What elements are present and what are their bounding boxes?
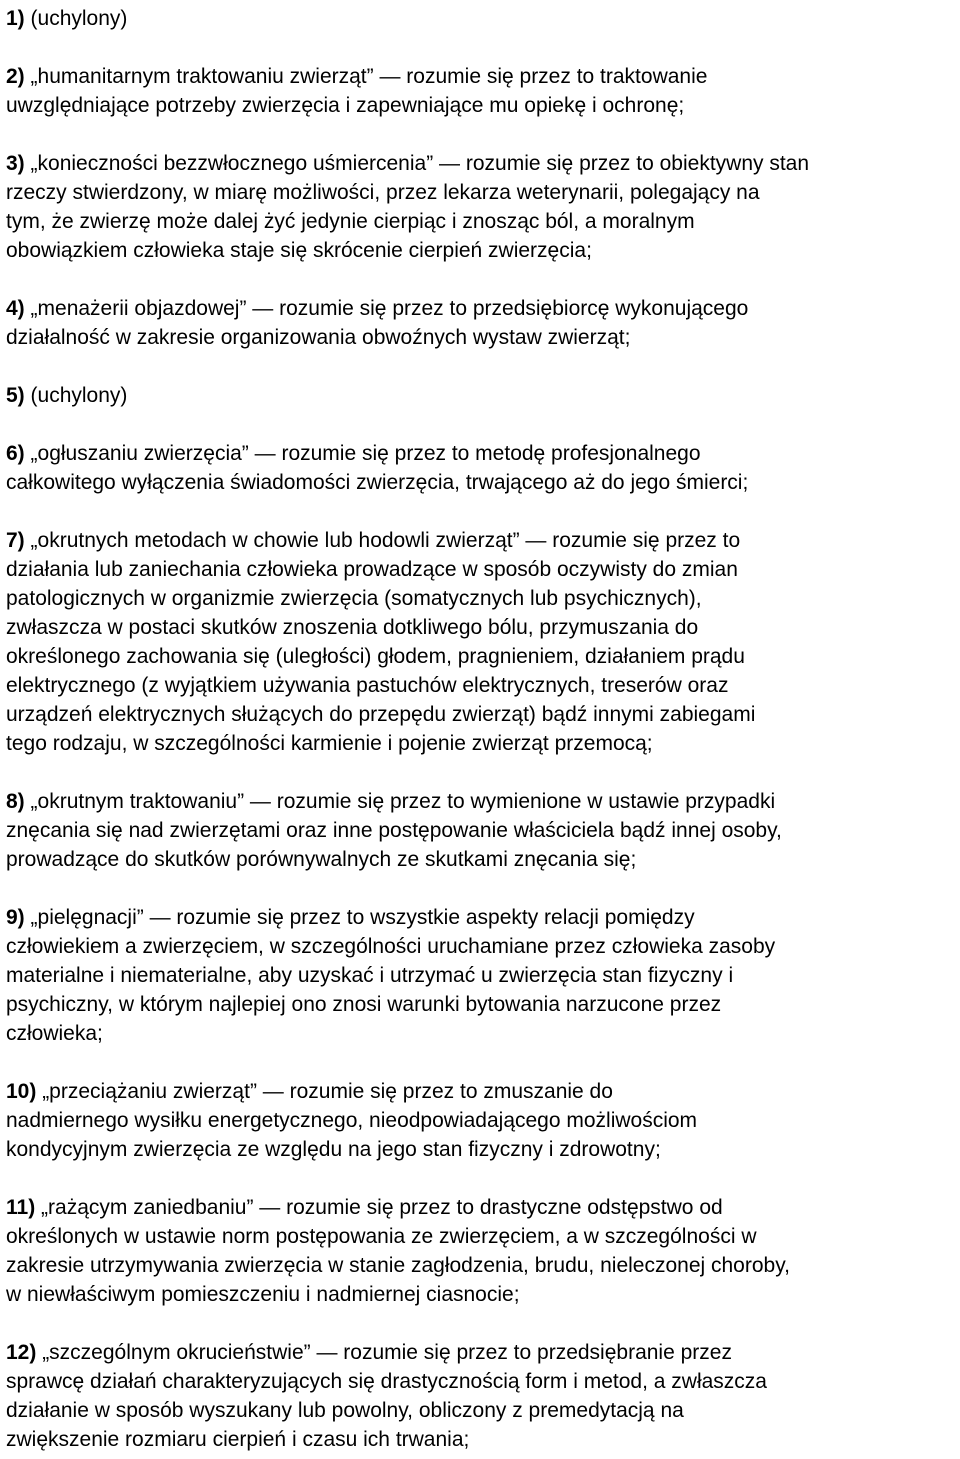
item-text: „menażerii objazdowej” — rozumie się przez to przedsiębiorcę wykonującego działalność w zakresie organizowania obwoźnych wystaw zwierząt; <box>6 297 749 349</box>
item-text: „okrutnym traktowaniu” — rozumie się przez to wymienione w ustawie przypadki znęcania się nad zwierzętami oraz inne postępowanie właściciela bądź innej osoby, prowadzące do skutków porównywalnych ze skutkami znęcania się; <box>6 790 782 871</box>
item-text: „rażącym zaniedbaniu” — rozumie się przez to drastyczne odstępstwo od określonych w ustawie norm postępowania ze zwierzęciem, a w szczególności w zakresie utrzymywania zwierzęcia w stanie zagłodzenia, brudu, nieleczonej choroby, w niewłaściwym pomieszczeniu i nadmiernej ciasnocie; <box>6 1196 790 1306</box>
item-number: 4) <box>6 297 25 320</box>
item-text: „pielęgnacji” — rozumie się przez to wszystkie aspekty relacji pomiędzy człowiekiem a zwierzęciem, w szczególności uruchamiane przez człowieka zasoby materialne i niematerialne, aby uzyskać i utrzymać u zwierzęcia stan fizyczny i psychiczny, w którym najlepiej ono znosi warunki bytowania narzucone przez człowieka; <box>6 906 776 1045</box>
definition-item-11 <box>6 1193 956 1309</box>
item-number: 3) <box>6 152 25 175</box>
item-text: „szczególnym okrucieństwie” — rozumie się przez to przedsiębranie przez sprawcę działań charakteryzujących się drastycznością form i metod, a zwłaszcza działanie w sposób wyszukany lub powolny, obliczony z premedytacją na zwiększenie rozmiaru cierpień i czasu ich trwania; <box>6 1341 767 1451</box>
definition-item-4 <box>6 294 956 352</box>
definition-item-5 <box>6 381 956 410</box>
item-text: „humanitarnym traktowaniu zwierząt” — rozumie się przez to traktowanie uwzględniające potrzeby zwierzęcia i zapewniające mu opiekę i ochronę; <box>6 65 708 117</box>
item-number: 7) <box>6 529 25 552</box>
item-number: 8) <box>6 790 25 813</box>
item-text: „przeciążaniu zwierząt” — rozumie się przez to zmuszanie do nadmiernego wysiłku energetycznego, nieodpowiadającego możliwościom kondycyjnym zwierzęcia ze względu na jego stan fizyczny i zdrowotny; <box>6 1080 698 1161</box>
definition-item-12 <box>6 1338 956 1454</box>
item-text: (uchylony) <box>24 7 128 30</box>
item-number: 1) <box>6 7 25 30</box>
definition-item-10 <box>6 1077 956 1164</box>
definition-item-2 <box>6 62 956 120</box>
item-number: 6) <box>6 442 25 465</box>
item-number: 9) <box>6 906 25 929</box>
item-number: 2) <box>6 65 25 88</box>
definition-item-1 <box>6 4 956 33</box>
item-number: 11) <box>6 1196 36 1219</box>
document-body <box>6 4 956 1454</box>
item-number: 12) <box>6 1341 37 1364</box>
definition-item-6 <box>6 439 956 497</box>
item-number: 5) <box>6 384 25 407</box>
item-text: „konieczności bezzwłocznego uśmiercenia” — rozumie się przez to obiektywny stan rzeczy stwierdzony, w miarę możliwości, przez lekarza weterynarii, polegający na tym, że zwierzę może dalej żyć jedynie cierpiąc i znosząc ból, a moralnym obowiązkiem człowieka staje się skrócenie cierpień zwierzęcia; <box>6 152 810 262</box>
item-text: (uchylony) <box>24 384 128 407</box>
definition-item-8 <box>6 787 956 874</box>
definition-item-9 <box>6 903 956 1048</box>
item-text: „okrutnych metodach w chowie lub hodowli zwierząt” — rozumie się przez to działania lub zaniechania człowieka prowadzące w sposób oczywisty do zmian patologicznych w organizmie zwierzęcia (somatycznych lub psychicznych), zwłaszcza w postaci skutków znoszenia dotkliwego bólu, przymuszania do określonego zachowania się (uległości) głodem, pragnieniem, działaniem prądu elektrycznego (z wyjątkiem używania pastuchów elektrycznych, treserów oraz urządzeń elektrycznych służących do przepędu zwierząt) bądź innymi zabiegami tego rodzaju, w szczególności karmienie i pojenie zwierząt przemocą; <box>6 529 756 755</box>
definition-item-3 <box>6 149 956 265</box>
definition-item-7 <box>6 526 956 758</box>
item-number: 10) <box>6 1080 37 1103</box>
item-text: „ogłuszaniu zwierzęcia” — rozumie się przez to metodę profesjonalnego całkowitego wyłączenia świadomości zwierzęcia, trwającego aż do jego śmierci; <box>6 442 749 494</box>
